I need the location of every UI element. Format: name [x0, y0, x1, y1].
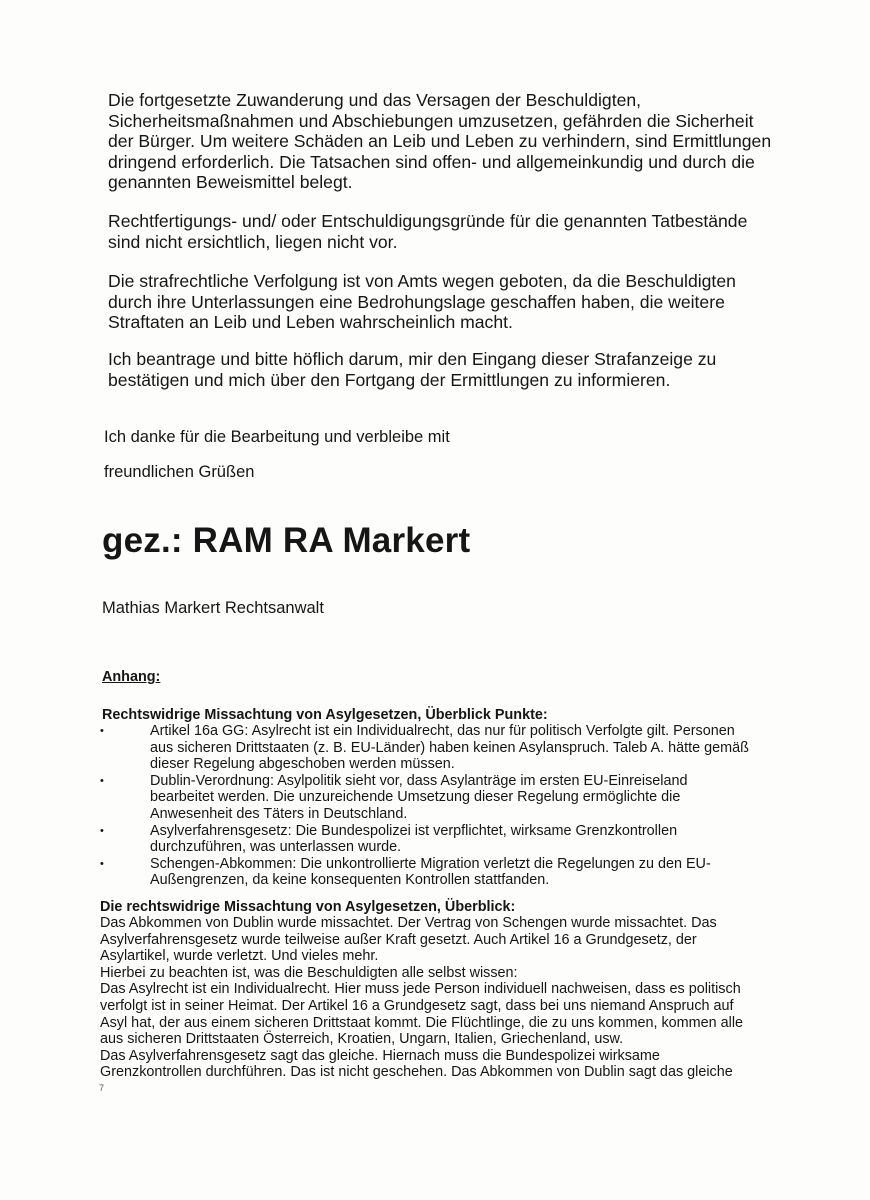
text-line: dringend erforderlich. Die Tatsachen sind offen- und allgemeinkundig und durch die	[108, 151, 755, 172]
text-line: dieser Regelung abgeschoben werden müssen.	[150, 756, 455, 773]
section-heading-points: Rechtswidrige Missachtung von Asylgesetzen, Überblick Punkte:	[102, 707, 548, 723]
text-line: Ich beantrage und bitte höflich darum, mir den Eingang dieser Strafanzeige zu	[108, 349, 717, 369]
text-line: Die fortgesetzte Zuwanderung und das Versagen der Beschuldigten,	[108, 90, 642, 110]
text-line: Schengen-Abkommen: Die unkontrollierte Migration verletzt die Regelungen zu den EU-	[150, 855, 711, 872]
bullet-icon: •	[100, 857, 104, 870]
text-line: Das Asylverfahrensgesetz sagt das gleiche. Hiernach muss die Bundespolizei wirksame	[100, 1047, 660, 1064]
text-line: Asylverfahrensgesetz: Die Bundespolizei ist verpflichtet, wirksame Grenzkontrollen	[150, 822, 678, 839]
annex-label: Anhang:	[102, 669, 161, 685]
signature: gez.: RAM RA Markert	[102, 521, 471, 560]
text-line: Außengrenzen, da keine konsequenten Kontrollen stattfanden.	[150, 872, 550, 889]
paragraph-threat-assessment	[108, 90, 771, 193]
text-line: durch ihre Unterlassungen eine Bedrohungslage geschaffen haben, die weitere	[108, 291, 725, 312]
text-line: Sicherheitsmaßnahmen und Abschiebungen umzusetzen, gefährden die Sicherheit	[108, 110, 754, 131]
text-line: aus sicheren Drittstaaten Österreich, Kroatien, Ungarn, Italien, Griechenland, usw.	[100, 1031, 624, 1048]
paragraph-prosecution	[108, 271, 736, 333]
page-number: 7	[99, 1083, 105, 1093]
paragraph-request	[108, 349, 716, 390]
bullet-icon: •	[100, 774, 104, 787]
text-line: Anwesenheit des Täters in Deutschland.	[150, 805, 408, 822]
text-line: Asyl hat, der aus einem sicheren Drittstaat kommt. Die Flüchtlinge, die zu uns kommen, kommen alle	[100, 1014, 744, 1031]
text-line: Grenzkontrollen durchführen. Das ist nicht geschehen. Das Abkommen von Dublin sagt das gleiche	[100, 1064, 733, 1081]
closing-greeting: freundlichen Grüßen	[104, 463, 255, 481]
list-item	[100, 723, 749, 773]
list-item	[100, 823, 749, 856]
text-line: Rechtfertigungs- und/ oder Entschuldigungsgründe für die genannten Tatbestände	[108, 211, 748, 231]
text-line: Die strafrechtliche Verfolgung ist von Amts wegen geboten, da die Beschuldigten	[108, 271, 736, 291]
text-line: Das Asylrecht ist ein Individualrecht. Hier muss jede Person individuell nachweisen, dass es politisch	[100, 981, 741, 998]
text-line: Das Abkommen von Dublin wurde missachtet. Der Vertrag von Schengen wurde missachtet. Das	[100, 915, 717, 931]
signer-name: Mathias Markert Rechtsanwalt	[102, 599, 324, 617]
paragraph-justification	[108, 211, 747, 252]
text-line: Dublin-Verordnung: Asylpolitik sieht vor, dass Asylanträge im ersten EU-Einreiseland	[150, 772, 688, 789]
bullet-icon: •	[100, 824, 104, 837]
text-line: bearbeitet werden. Die unzureichende Umsetzung dieser Regelung ermöglichte die	[150, 789, 681, 806]
bullet-list	[100, 723, 749, 889]
bullet-icon: •	[100, 725, 104, 737]
text-line: der Bürger. Um weitere Schäden an Leib und Leben zu verhindern, sind Ermittlungen	[108, 131, 772, 151]
section-heading-overview: Die rechtswidrige Missachtung von Asylgesetzen, Überblick:	[100, 899, 516, 915]
text-line: Hierbei zu beachten ist, was die Beschuldigten alle selbst wissen:	[100, 964, 518, 981]
list-item	[100, 773, 749, 823]
text-line: bestätigen und mich über den Fortgang der Ermittlungen zu informieren.	[108, 369, 671, 390]
overview-body	[100, 915, 743, 1081]
text-line: Asylverfahrensgesetz wurde teilweise außer Kraft gesetzt. Auch Artikel 16 a Grundgesetz, der	[100, 931, 697, 948]
text-line: Artikel 16a GG: Asylrecht ist ein Individualrecht, das nur für politisch Verfolgte gilt. Personen	[150, 723, 735, 739]
text-line: Straftaten an Leib und Leben wahrscheinlich macht.	[108, 312, 513, 332]
text-line: verfolgt ist in seiner Heimat. Der Artikel 16 a Grundgesetz sagt, dass bei uns niemand Anspruch auf	[100, 997, 734, 1014]
text-line: aus sicheren Drittstaaten (z. B. EU-Länder) haben keinen Asylanspruch. Taleb A. hätte gemäß	[150, 739, 749, 756]
list-item	[100, 856, 749, 889]
text-line: Asylartikel, wurde verletzt. Und vieles mehr.	[100, 948, 379, 965]
text-line: genannten Beweismittel belegt.	[108, 172, 353, 192]
closing-thanks: Ich danke für die Bearbeitung und verbleibe mit	[104, 428, 450, 446]
text-line: durchzuführen, was unterlassen wurde.	[150, 839, 402, 856]
text-line: sind nicht ersichtlich, liegen nicht vor.	[108, 231, 398, 252]
